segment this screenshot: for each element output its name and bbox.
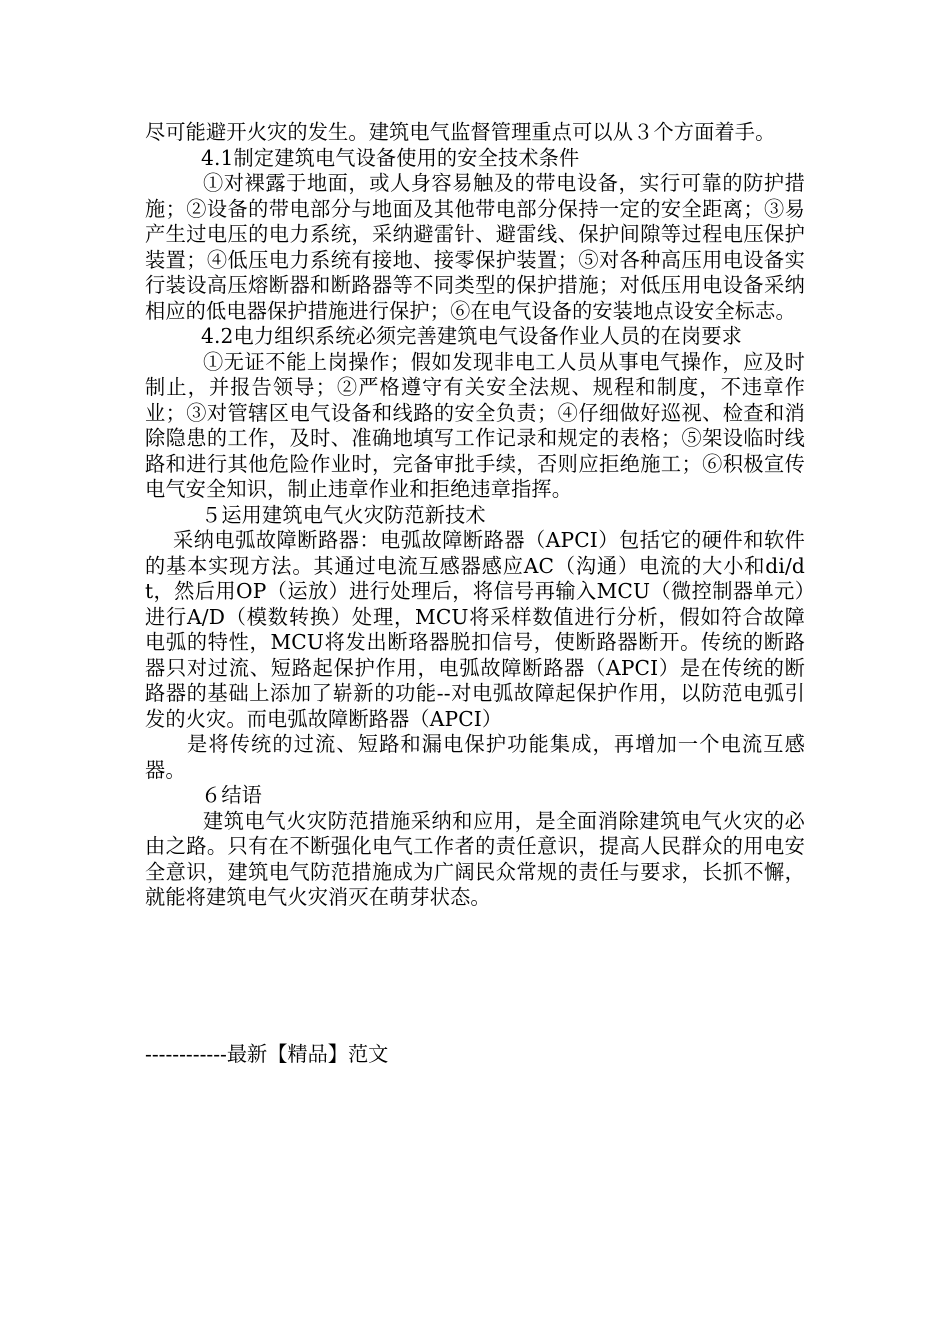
paragraph-intro-continuation: 尽可能避开火灾的发生。建筑电气监督管理重点可以从３个方面着手。 — [145, 120, 776, 144]
section-heading-5: ５运用建筑电气火灾防范新技术 — [201, 502, 486, 527]
paragraph-personnel-requirements: ①无证不能上岗操作；假如发现非电工人员从事电气操作，应及时制止，并报告领导；②严格遵守有关安全法规、规程和制度，不违章作业；③对管辖区电气设备和线路的安全负责；④仔细做好巡视、检查和消除隐患的工作，及时、准确地填写工作记录和规定的表格；⑤架设临时线路和进行其他危险作业时，完备审批手续，否则应拒绝施工；⑥积极宣传电气安全知识，制止违章作业和拒绝违章指挥。 — [145, 349, 805, 501]
paragraph-safety-conditions: ①对裸露于地面，或人身容易触及的带电设备，实行可靠的防护措施；②设备的带电部分与地面及其他带电部分保持一定的安全距离；③易产生过电压的电力系统，采纳避雷针、避雷线、保护间隙等过程电压保护装置；④低压电力系统有接地、接零保护装置；⑤对各种高压用电设备实行装设高压熔断器和断路器等不同类型的保护措施；对低压用电设备采纳相应的低电器保护措施进行保护；⑥在电气设备的安装地点设安全标志。 — [145, 171, 805, 323]
section-heading-4-2: 4.2电力组织系统必须完善建筑电气设备作业人员的在岗要求 — [201, 324, 742, 348]
paragraph-arc-fault-breaker: 采纳电弧故障断路器：电弧故障断路器（APCI）包括它的硬件和软件的基本实现方法。其通过电流互感器感应AC（沟通）电流的大小和di/dt，然后用OP（运放）进行处理后，将信号再输入MCU（微控制器单元）进行A/D（模数转换）处理，MCU将采样数值进行分析，假如符合故障电弧的特性，MCU将发出断珞器脱扣信号，使断路器断开。传统的断路器只对过流、短路起保护作用，电弧故障断路器（APCI）是在传统的断路器的基础上添加了崭新的功能--对电弧故障起保护作用，以防范电弧引发的火灾。而电弧故障断路器（APCI） — [145, 528, 805, 731]
section-heading-6: ６结语 — [201, 783, 263, 807]
paragraph-arc-fault-integration: 是将传统的过流、短路和漏电保护功能集成，再增加一个电流互感器。 — [145, 732, 805, 782]
paragraph-conclusion: 建筑电气火灾防范措施采纳和应用，是全面消除建筑电气火灾的必由之路。只有在不断强化电气工作者的责任意识，提高人民群众的用电安全意识，建筑电气防范措施成为广阔民众常规的责任与要求，长抓不懈，就能将建筑电气火灾消灭在萌芽状态。 — [145, 808, 805, 909]
footer-caption: ------------最新【精品】范文 — [145, 1042, 389, 1066]
document-body — [145, 120, 805, 911]
section-heading-4-1: 4.1制定建筑电气设备使用的安全技术条件 — [201, 145, 580, 170]
